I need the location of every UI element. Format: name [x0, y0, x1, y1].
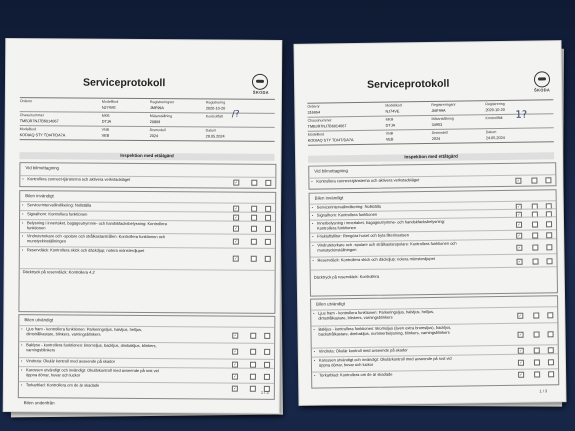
info-value: TMBJR7NJ7B6014067 [19, 119, 59, 124]
brand-name: ŠKODA [252, 89, 269, 95]
checkbox[interactable] [251, 180, 257, 186]
checkbox[interactable] [264, 333, 270, 339]
checkbox[interactable] [548, 371, 554, 377]
vehicle-info-table [307, 99, 554, 145]
checkbox[interactable] [547, 312, 553, 318]
row-text: Belysning i innertaket, bagageutrymme- och handskfacksbelysning: Kontrollera funktionen [26, 220, 167, 230]
section-title: Bilen invändigt [314, 195, 344, 201]
inspection-header: Inspektion med ettåtgärd [308, 152, 554, 162]
checkbox[interactable] [250, 374, 256, 380]
row-text: Vindrutetorkare och -spolare och strålkastarspolare: Kontrollera funktionen och munstyckinställningen [317, 240, 457, 253]
row-text: Friskluftsfilter: Rengöra huset och byta filterinsatsen [317, 232, 410, 239]
section-bilen-utvandigt [310, 295, 559, 388]
checkbox[interactable]: ✓ [519, 360, 523, 365]
checklist-row [19, 381, 274, 394]
info-row [308, 128, 554, 144]
row-text: Däcktryck på reservdäck: Kontrollera 4,2 [22, 269, 95, 275]
checklist-row [20, 268, 275, 285]
info-label: Kontrollfält [485, 115, 503, 121]
checkbox[interactable]: ✓ [517, 204, 521, 209]
service-protocol-sheet-left [4, 39, 282, 413]
protocol-title: Serviceprotokoll [366, 77, 450, 91]
bullet-icon: • [20, 368, 23, 373]
checkbox[interactable]: ✓ [519, 372, 523, 377]
info-label: Modellkod [307, 132, 325, 137]
checkbox[interactable] [533, 312, 539, 318]
info-label: Kontrollfält [205, 114, 223, 119]
checklist-row [309, 174, 555, 188]
checkbox[interactable] [533, 258, 539, 264]
info-label: Årsmodell [149, 128, 166, 133]
info-label: Ordernr [19, 99, 33, 104]
row-text: Torkarblad: Kontrollera om de är skadade [25, 382, 100, 388]
checkbox[interactable] [251, 256, 257, 262]
info-label: Mätarställning [431, 116, 454, 121]
row-text: Signalhorn: Kontrollera funktionen [316, 211, 378, 218]
checkbox[interactable] [548, 359, 554, 365]
info-label: Registreringsnr [431, 102, 456, 107]
bullet-icon: • [313, 327, 315, 332]
checkbox[interactable]: ✓ [517, 212, 521, 217]
checkbox[interactable]: ✓ [233, 386, 237, 391]
checkbox[interactable] [545, 177, 551, 183]
info-value: JMF99A [149, 106, 164, 111]
checklist-row [20, 175, 275, 188]
checkbox[interactable] [265, 180, 271, 186]
checkbox[interactable] [251, 226, 257, 232]
checkbox[interactable] [546, 244, 552, 250]
row-text: Karossen utvändigt och invändigt: Okulärkontroll med avseende på rost vid öppna dörrar, huvar och luckor [25, 367, 159, 378]
checkbox[interactable] [265, 226, 271, 232]
info-value: 29.05.2024 [205, 134, 225, 139]
checkbox[interactable]: ✓ [518, 259, 522, 264]
info-label: Datum [205, 128, 217, 133]
bullet-icon: • [22, 221, 24, 226]
info-label: Registrering [205, 100, 226, 105]
row-text: Ljus fram - kontrollera funktionen: Parkeringsljus, halvljus, helljus, dimstrålkastare, blinkers, varningsblinkers [318, 308, 435, 321]
info-value: NJ74VE [101, 105, 116, 110]
row-text: Torkarblad: Kontrollera om de är skadade [319, 371, 393, 378]
protocol-title: Serviceprotokoll [82, 76, 166, 90]
checkbox[interactable]: ✓ [234, 239, 238, 244]
checkbox[interactable]: ✓ [234, 256, 238, 261]
section-vid-bilmottagning [308, 162, 556, 189]
checkbox[interactable]: ✓ [234, 215, 238, 220]
info-label: Registreringsnr [149, 100, 175, 105]
checkbox[interactable] [546, 221, 552, 227]
brand-name: ŠKODA [534, 87, 551, 93]
info-label: Chassinummer [19, 113, 44, 118]
info-label: Registrering [485, 101, 505, 107]
checkbox[interactable]: ✓ [234, 206, 238, 211]
row-text: Reservdäck: Kontrollera skick och däckdjup; notera mönsterdjupet [317, 255, 435, 263]
info-label: Datum [485, 130, 497, 135]
checkbox[interactable] [534, 331, 540, 337]
section-vid-bilmottagning [19, 162, 276, 189]
bullet-icon: • [311, 221, 314, 226]
section-title: Vid bilmottagning [314, 168, 348, 174]
bullet-icon: • [22, 177, 24, 182]
info-value: 34903 [431, 122, 443, 127]
info-row [20, 126, 275, 141]
checkbox[interactable]: ✓ [516, 178, 520, 183]
info-label: Modellkod [19, 127, 37, 132]
bullet-icon: • [311, 179, 313, 184]
bullet-icon: • [312, 258, 314, 263]
bullet-icon: • [21, 327, 23, 332]
row-text: Kontrollera connect-tjänsterna och aktivera verkstadsläget [316, 177, 420, 184]
section-title: Bilen underifrån [23, 400, 55, 406]
handwritten-mark: /? [231, 109, 240, 120]
row-text: Baklyse - kontrollera funktionen: Bromsljus, backljus, dimbakljus, blinkers, varningsblinkers [26, 342, 157, 352]
checkbox[interactable]: ✓ [234, 226, 238, 231]
skoda-logo-icon [252, 74, 268, 90]
bullet-icon: • [311, 213, 314, 218]
row-text: Ljus fram - kontrollera funktionen: Parkeringsljus, halvljus, helljus, dimstrålkastare, blinkers, varningsblinkers [26, 326, 143, 337]
info-value: 20809 [149, 120, 161, 125]
row-text: Signalhorn: Kontrollera funktionen [27, 211, 88, 217]
info-label: VNB [385, 131, 394, 136]
checkbox[interactable]: ✓ [233, 333, 237, 338]
checkbox[interactable] [264, 374, 270, 380]
info-value: 24.05.2024 [485, 135, 505, 141]
checkbox[interactable]: ✓ [517, 245, 521, 250]
info-value: 316954 [307, 110, 321, 115]
checkbox[interactable] [250, 386, 256, 392]
info-label: Mätarställning [149, 114, 173, 119]
checkbox[interactable]: ✓ [233, 362, 237, 367]
page-number: 1 / 3 [260, 389, 269, 395]
checkbox[interactable] [548, 331, 554, 337]
section-title: Vid bilmottagning [25, 165, 60, 171]
info-label: MKB [385, 117, 394, 122]
bullet-icon: • [21, 343, 23, 348]
bullet-icon: • [22, 212, 24, 217]
row-text: Kontrollera connect-tjänsterna och aktivera verkstadsläget [27, 176, 131, 182]
info-label: Modellkod [385, 103, 402, 108]
checklist-row [312, 368, 558, 382]
row-text: Innerbelysning i innertaket, bagageutrymme- och handskfacksbelysning: Kontrollera funktionen [316, 218, 446, 231]
info-value: TMBJR7NJ7B6014067 [307, 124, 347, 129]
inspection-header: Inspektion med ettåtgärd [19, 152, 274, 161]
row-text: Servicerintervallindikering: Nollställa [316, 203, 381, 210]
section-bilen-utvandigt [18, 314, 276, 400]
row-text: Vindruta: Okulär kontroll med avseende på skador [26, 358, 115, 364]
info-label: Modellkod [101, 99, 119, 104]
info-value: 2020-10-20 [205, 106, 226, 111]
checklist-row [20, 246, 275, 271]
row-text: Karossen utvändigt och invändigt: Okulärkontroll med avseende på rost vid öppna dörrar, huvar och luckor [318, 355, 452, 368]
checklist-row [311, 266, 557, 286]
bullet-icon: • [20, 383, 23, 388]
info-label: VNB [101, 127, 110, 132]
bullet-icon: • [313, 349, 316, 354]
info-label: Årsmodell [431, 130, 448, 135]
info-value: DTJA [385, 123, 396, 128]
checkbox[interactable] [532, 244, 538, 250]
bullet-icon: • [22, 203, 24, 208]
bullet-icon: • [313, 358, 316, 363]
bullet-icon: • [21, 234, 24, 239]
checkbox[interactable]: ✓ [234, 180, 238, 185]
info-value: 2024 [431, 136, 441, 141]
section-bilen-invandigt [18, 190, 276, 314]
checkbox[interactable] [534, 359, 540, 365]
checkbox[interactable]: ✓ [517, 222, 521, 227]
row-text: Reservdäck: Kontrollera skick och däckdjup; notera mönsterdjupet [26, 247, 145, 254]
info-label: Ordernr [307, 104, 320, 109]
info-value: 2024 [149, 134, 159, 139]
bullet-icon: • [21, 248, 24, 253]
bullet-icon: • [311, 205, 314, 210]
checkbox[interactable] [264, 349, 270, 355]
bullet-icon: • [312, 243, 314, 248]
checkbox[interactable] [251, 239, 257, 245]
info-value: KODIAQ STY TDI4T/DA7A [19, 133, 66, 138]
row-text: Bakljus - kontrollera funktionen: Bromsljus (även extra bromsljus), backljus, backstrålkastare, dimbakljus, nummerbelysning, blinkers, varningsblinkers [318, 324, 452, 337]
info-value: 2020-10-20 [485, 107, 505, 113]
section-title: Bilen utvändigt [316, 301, 345, 307]
bullet-icon: • [21, 359, 23, 364]
checkbox[interactable] [547, 258, 553, 264]
checkbox[interactable]: ✓ [519, 332, 523, 337]
checkbox[interactable] [265, 239, 271, 245]
info-value: VEB [385, 137, 394, 142]
row-text: Servicerintervallindikering: Nollställa [27, 202, 92, 208]
checkbox[interactable]: ✓ [233, 349, 237, 354]
checkbox[interactable]: ✓ [518, 313, 522, 318]
checkbox[interactable] [250, 349, 256, 355]
info-value: DTJA [101, 119, 112, 124]
info-value: JMF99A [431, 108, 446, 113]
section-bilen-invandigt [309, 189, 558, 296]
checkbox[interactable] [250, 333, 256, 339]
section-title: Bilen utvändigt [24, 317, 54, 323]
info-label: Chassinummer [307, 118, 332, 123]
info-value: KODIAQ STY TDI4T/DA7A [307, 138, 354, 143]
section-title: Bilen invändigt [25, 193, 54, 199]
checkbox[interactable] [265, 256, 271, 262]
info-value: VEB [101, 133, 110, 138]
row-text: Vindrutetorkare och -spolare och strålkastarstrålen: Kontrollera funktionen och munstyckinställningen [26, 233, 166, 244]
checkbox[interactable]: ✓ [517, 233, 521, 238]
checkbox[interactable] [534, 371, 540, 377]
row-text: Vindruta: Okulär kontroll med avseende på skador [318, 347, 408, 354]
bullet-icon: • [313, 311, 315, 316]
checkbox[interactable] [532, 221, 538, 227]
service-protocol-sheet-right [294, 41, 565, 405]
skoda-logo-icon [534, 71, 550, 87]
bullet-icon: • [314, 373, 316, 378]
checkbox[interactable] [531, 177, 537, 183]
page-number: 1 / 3 [539, 388, 548, 394]
info-label: MKB [101, 113, 110, 118]
row-text: Däcktryck på reservdäck: Kontrollera [313, 273, 380, 280]
checkbox[interactable]: ✓ [519, 348, 523, 353]
checkbox[interactable]: ✓ [233, 374, 237, 379]
info-value: NJ74VE [385, 109, 400, 114]
bullet-icon: • [312, 234, 314, 239]
handwritten-mark: 1? [515, 109, 528, 121]
